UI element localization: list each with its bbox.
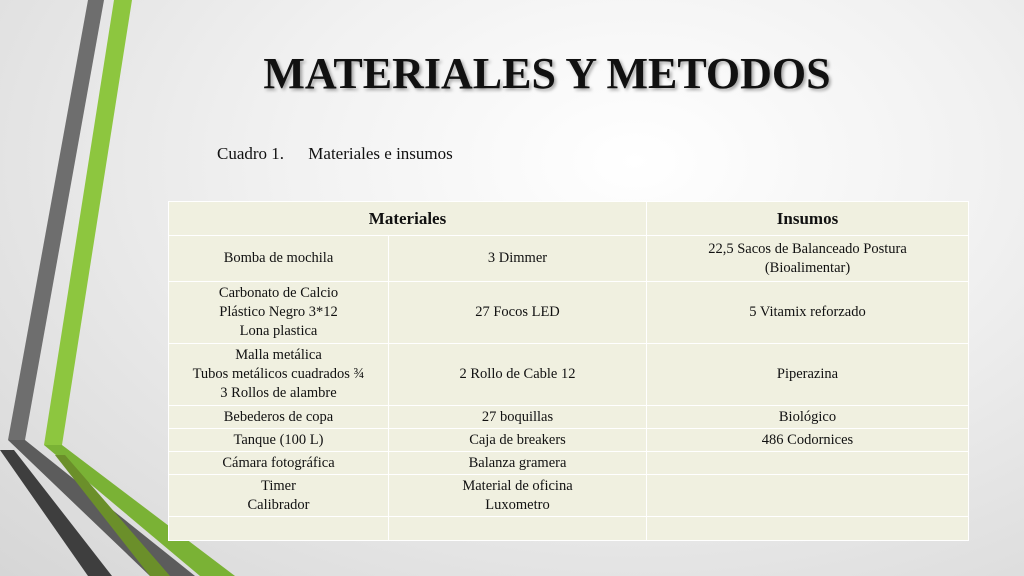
table-cell-col1 (169, 429, 389, 452)
cell-line: 27 Focos LED (475, 304, 560, 320)
cell-line: 5 Vitamix reforzado (749, 304, 866, 320)
table-row (169, 517, 969, 541)
table-cell-col1 (169, 406, 389, 429)
cell-line: 27 boquillas (481, 408, 554, 425)
cell-line: Tanque (100 L) (233, 431, 324, 448)
table-row (169, 282, 969, 344)
table-cell-col3 (647, 429, 969, 452)
materials-table (168, 201, 969, 541)
cell-line: Biológico (778, 408, 837, 425)
table-cell-col1 (169, 475, 389, 517)
cell-line: Calibrador (247, 496, 310, 513)
caption-number: Cuadro 1. (217, 144, 285, 163)
cell-line: (Bioalimentar) (764, 259, 851, 276)
table-cell-col3 (647, 406, 969, 429)
table-cell-col1 (169, 452, 389, 475)
cell-line: Carbonato de Calcio (218, 285, 339, 301)
table-cell-col1 (169, 344, 389, 406)
table-cell-col3 (647, 517, 969, 541)
cell-line: Lona plastica (239, 323, 318, 339)
table-row (169, 452, 969, 475)
table-cell-col2 (389, 429, 647, 452)
cell-line: Bomba de mochila (223, 250, 334, 266)
table-cell-col2 (389, 406, 647, 429)
table-cell-col2 (389, 475, 647, 517)
cell-line: Plástico Negro 3*12 (219, 304, 338, 320)
table-cell-col3 (647, 282, 969, 344)
cell-line: Bebederos de copa (223, 408, 334, 425)
slide-title: MATERIALES Y METODOS (263, 49, 831, 98)
table-row (169, 344, 969, 406)
header-insumos: Insumos (647, 202, 969, 236)
cell-line: 3 Dimmer (487, 250, 548, 266)
table-cell-col1 (169, 236, 389, 282)
table-row (169, 429, 969, 452)
cell-line: Malla metálica (235, 347, 322, 363)
cell-line: Piperazina (776, 366, 839, 382)
cell-line: Timer (261, 477, 296, 494)
cell-line: 486 Codornices (761, 431, 854, 448)
table-cell-col2 (389, 452, 647, 475)
cell-line: Luxometro (485, 496, 550, 513)
cell-line: Balanza gramera (468, 454, 567, 471)
cell-line: Cámara fotográfica (222, 454, 335, 471)
table-cell-col3 (647, 475, 969, 517)
header-row (169, 202, 969, 236)
table-cell-col2 (389, 517, 647, 541)
caption-text: Materiales e insumos (308, 144, 453, 163)
table-caption (217, 144, 453, 164)
cell-line: 3 Rollos de alambre (220, 385, 337, 401)
table-row (169, 236, 969, 282)
table-cell-col3 (647, 452, 969, 475)
table-cell-col2 (389, 344, 647, 406)
table-cell-col2 (389, 236, 647, 282)
table-row (169, 406, 969, 429)
table-cell-col2 (389, 282, 647, 344)
table-row (169, 475, 969, 517)
cell-line: 2 Rollo de Cable 12 (459, 366, 576, 382)
header-materiales: Materiales (169, 202, 647, 236)
table-cell-col1 (169, 517, 389, 541)
table-cell-col1 (169, 282, 389, 344)
cell-line: Tubos metálicos cuadrados ¾ (192, 366, 365, 382)
cell-line: 22,5 Sacos de Balanceado Postura (708, 240, 907, 257)
table-cell-col3 (647, 344, 969, 406)
cell-line: Caja de breakers (469, 431, 566, 448)
table-cell-col3 (647, 236, 969, 282)
cell-line: Material de oficina (462, 477, 573, 494)
